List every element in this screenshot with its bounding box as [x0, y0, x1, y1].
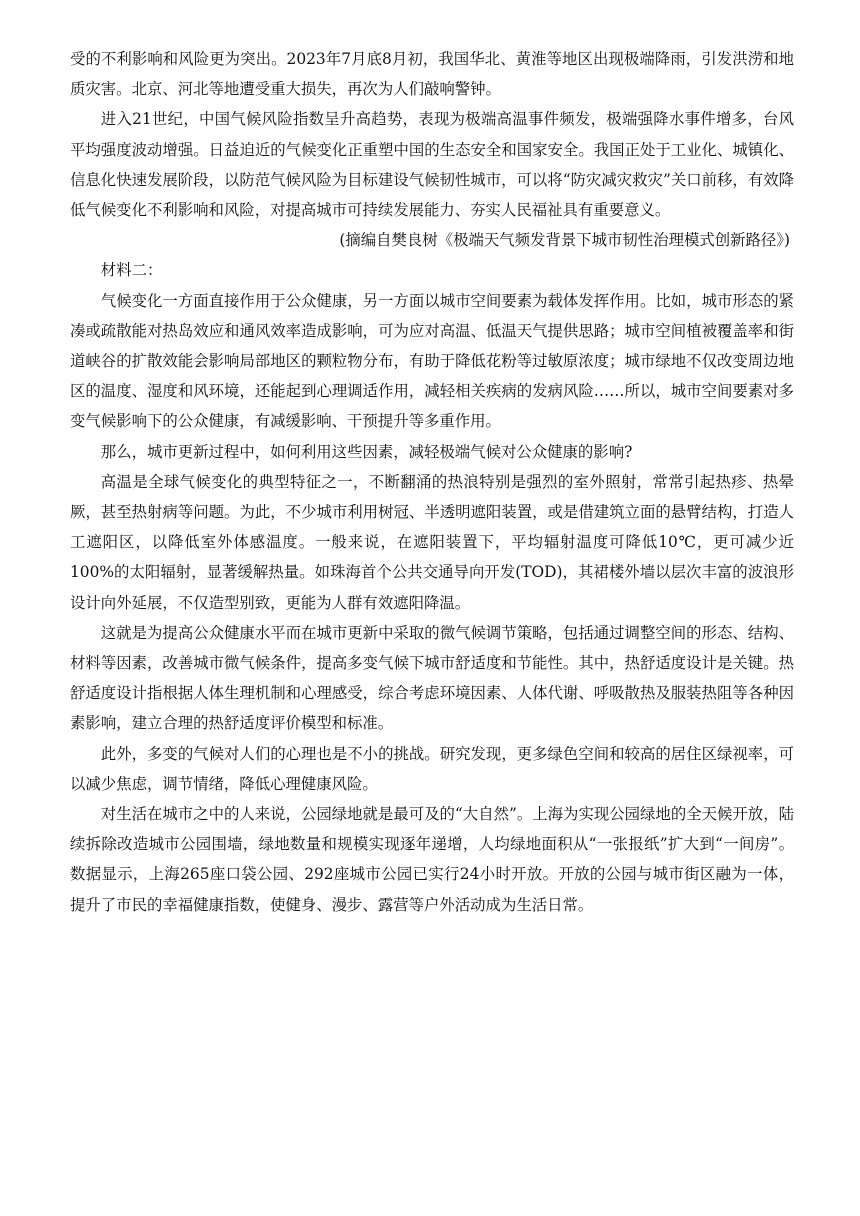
paragraph-question: 那么，城市更新过程中，如何利用这些因素，减轻极端气候对公众健康的影响? — [100, 442, 633, 461]
paragraph-continued: 受的不利影响和风险更为突出。2023年7月底8月初，我国华北、黄淮等地区出现极端降雨，引发洪涝和地质灾害。北京、河北等地遭受重大损失，再次为人们敲响警钟。 — [70, 50, 794, 99]
paragraph-mental-health: 此外，多变的气候对人们的心理也是不小的挑战。研究发现，更多绿色空间和较高的居住区绿视率，可以减少焦虑，调节情绪，降低心理健康风险。 — [70, 744, 794, 793]
paragraph-climate-risk: 进入21世纪，中国气候风险指数呈升高趋势，表现为极端高温事件频发，极端强降水事件增多，台风平均强度波动增强。日益迫近的气候变化正重塑中国的生态安全和国家安全。我国正处于工业化、城镇化、信息化快速发展阶段，以防范气候风险为目标建设气候韧性城市，可以将“防灾减灾救灾”关口前移，有效降低气候变化不利影响和风险，对提高城市可持续发展能力、夯实人民福祉具有重要意义。 — [70, 110, 794, 220]
paragraph-parks: 对生活在城市之中的人来说，公园绿地就是最可及的“大自然”。上海为实现公园绿地的全天候开放，陆续拆除改造城市公园围墙，绿地数量和规模实现逐年递增，人均绿地面积从“一张报纸”扩大到“一间房”。数据显示，上海265座口袋公园、292座城市公园已实行24小时开放。开放的公园与城市街区融为一体，提升了市民的幸福健康指数，使健身、漫步、露营等户外活动成为生活日常。 — [70, 805, 794, 914]
material-two-label: 材料二： — [100, 261, 163, 280]
paragraph-heat: 高温是全球气候变化的典型特征之一，不断翻涌的热浪特别是强烈的室外照射，常常引起热疹、热晕厥，甚至热射病等问题。为此，不少城市利用树冠、半透明遮阳装置，或是借建筑立面的悬臂结构，打造人工遮阳区，以降低室外体感温度。一般来说，在遮阳装置下，平均辐射温度可降低10℃，更可减少近100%的太阳辐射，显著缓解热量。如珠海首个公共交通导向开发(TOD)，其裙楼外墙以层次丰富的波浪形设计向外延展，不仅造型别致，更能为人群有效遮阳降温。 — [70, 472, 794, 612]
source-citation: (摘编自樊良树《极端天气频发背景下城市韧性治理模式创新路径》) — [339, 231, 790, 250]
paragraph-microclimate: 这就是为提高公众健康水平而在城市更新中采取的微气候调节策略，包括通过调整空间的形态、结构、材料等因素，改善城市微气候条件，提高多变气候下城市舒适度和节能性。其中，热舒适度设计是关键。热舒适度设计指根据人体生理机制和心理感受，综合考虑环境因素、人体代谢、呼吸散热及服装热阻等各种因素影响，建立合理的热舒适度评价模型和标准。 — [70, 623, 794, 733]
paragraph-public-health: 气候变化一方面直接作用于公众健康，另一方面以城市空间要素为载体发挥作用。比如，城市形态的紧凑或疏散能对热岛效应和通风效率造成影响，可为应对高温、低温天气提供思路；城市空间植被覆盖率和街道峡谷的扩散效能会影响局部地区的颗粒物分布，有助于降低花粉等过敏原浓度；城市绿地不仅改变周边地区的温度、湿度和风环境，还能起到心理调适作用，减轻相关疾病的发病风险……所以，城市空间要素对多变气候影响下的公众健康，有减缓影响、干预提升等多重作用。 — [70, 291, 794, 431]
